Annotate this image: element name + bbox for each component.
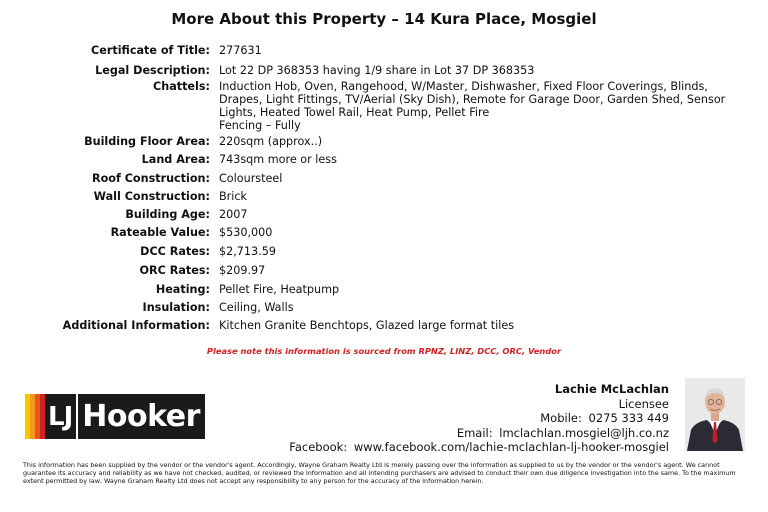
disclaimer-text: This information has been supplied by the vendor or the vendor's agent. Accordingly, Wayne Graham Realty Ltd is merely passing over the information as supplied to us by the vendor or the vendor's agent. We cannot guarantee its accuracy and reliability as we have not checked, audited, or reviewed the information and all intending purchasers are advised to conduct their own due diligence investigation into the same. To the maximum extent permitted by law, Wayne Graham Realty Ltd does not accept any responsibility to any person for the accuracy of the information herein. bbox=[23, 461, 736, 486]
detail-label: Certificate of Title: bbox=[91, 44, 210, 57]
detail-label: DCC Rates: bbox=[140, 245, 210, 258]
facebook-label: Facebook: bbox=[289, 440, 348, 454]
detail-label: Chattels: bbox=[153, 80, 210, 93]
email-link[interactable]: lmclachlan.mosgiel@ljh.co.nz bbox=[499, 425, 669, 440]
agent-portrait-icon bbox=[685, 378, 745, 451]
chattels-extra: Fencing – Fully bbox=[219, 119, 301, 132]
agent-email bbox=[249, 426, 669, 441]
detail-value: 220sqm (approx..) bbox=[219, 135, 323, 148]
detail-label: Land Area: bbox=[141, 153, 210, 166]
detail-value: Kitchen Granite Benchtops, Glazed large format tiles bbox=[219, 319, 515, 332]
detail-value: Ceiling, Walls bbox=[219, 301, 294, 314]
detail-value: 2007 bbox=[219, 208, 248, 221]
detail-label: Legal Description: bbox=[95, 64, 210, 77]
detail-label: Additional Information: bbox=[62, 319, 210, 332]
source-note: Please note this information is sourced from RPNZ, LINZ, DCC, ORC, Vendor bbox=[206, 346, 562, 356]
page-title: More About this Property – 14 Kura Place, Mosgiel bbox=[171, 10, 597, 28]
agent-contact bbox=[249, 382, 669, 455]
agent-name: Lachie McLachlan bbox=[554, 382, 669, 396]
facebook-link[interactable]: www.facebook.com/lachie-mclachlan-lj-hooker-mosgiel bbox=[353, 440, 669, 454]
detail-value: $209.97 bbox=[219, 264, 266, 277]
email-label: Email: bbox=[456, 425, 493, 440]
detail-label: Roof Construction: bbox=[91, 172, 210, 185]
detail-label: Wall Construction: bbox=[93, 190, 210, 203]
mobile-number[interactable]: 0275 333 449 bbox=[588, 411, 669, 425]
chattels-list: Induction Hob, Oven, Rangehood, W/Master, Dishwasher, Fixed Floor Coverings, Blinds, Drapes, Light Fittings, TV/Aerial (Sky Dish), Remote for Garage Door, Garden Shed, Sensor Lights, Heated Towel Rail, Heat Pump, Pellet Fire bbox=[219, 80, 726, 119]
detail-value: $530,000 bbox=[219, 226, 273, 239]
lj-hooker-logo bbox=[25, 394, 205, 439]
detail-value: Lot 22 DP 368353 having 1/9 share in Lot 37 DP 368353 bbox=[219, 64, 535, 77]
detail-label: Rateable Value: bbox=[110, 226, 210, 239]
agent-mobile bbox=[249, 411, 669, 426]
detail-value: Brick bbox=[219, 190, 248, 203]
agent-facebook bbox=[249, 440, 669, 455]
logo-lj-text: LJ bbox=[45, 394, 76, 439]
detail-value: 743sqm more or less bbox=[219, 153, 337, 166]
mobile-label: Mobile: bbox=[540, 411, 582, 425]
detail-label: Building Age: bbox=[125, 208, 210, 221]
detail-value: $2,713.59 bbox=[219, 245, 276, 258]
logo-stripes bbox=[25, 394, 45, 439]
agent-photo bbox=[685, 378, 745, 451]
detail-label: Heating: bbox=[155, 283, 210, 296]
detail-label: Building Floor Area: bbox=[84, 135, 210, 148]
agent-role: Licensee bbox=[618, 396, 669, 411]
detail-value bbox=[219, 80, 739, 132]
detail-value: 277631 bbox=[219, 44, 262, 57]
detail-label: ORC Rates: bbox=[139, 264, 210, 277]
detail-value: Coloursteel bbox=[219, 172, 283, 185]
detail-value: Pellet Fire, Heatpump bbox=[219, 283, 340, 296]
logo-hooker-text: Hooker bbox=[76, 394, 205, 439]
detail-label: Insulation: bbox=[142, 301, 210, 314]
